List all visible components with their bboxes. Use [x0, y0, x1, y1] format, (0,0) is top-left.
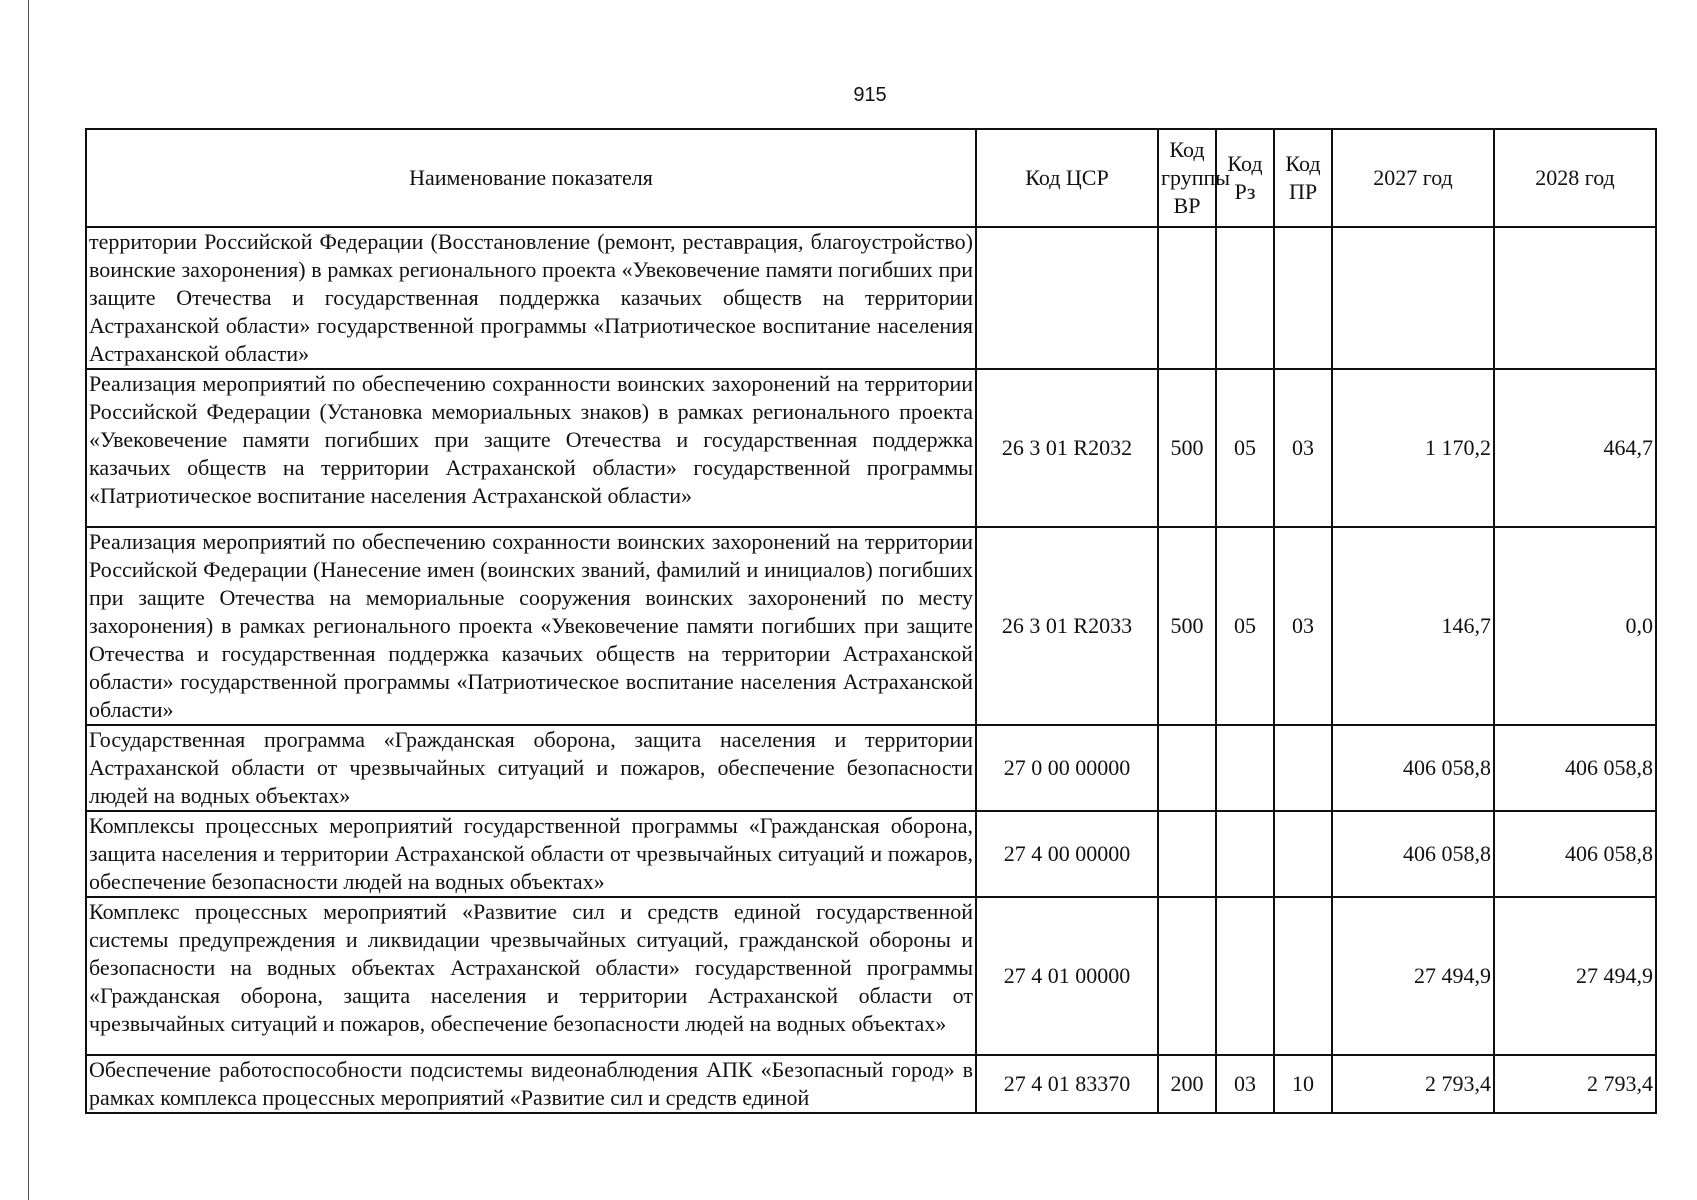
header-vr: Код группы ВР: [1158, 129, 1216, 227]
left-margin-line: [28, 0, 29, 1200]
table-row: [86, 1055, 1656, 1113]
cell-csr: 27 4 00 00000: [976, 811, 1158, 897]
cell-vr: 200: [1158, 1055, 1216, 1113]
table-row: [86, 227, 1656, 369]
header-name: Наименование показателя: [86, 129, 976, 227]
cell-pr: [1274, 811, 1332, 897]
page-number: 915: [853, 84, 887, 106]
cell-2028: 406 058,8: [1494, 811, 1656, 897]
cell-pr: [1274, 725, 1332, 811]
cell-name: территории Российской Федерации (Восстановление (ремонт, реставрация, благоустройство) воинские захоронения) в рамках регионального проекта «Увековечение памяти погибших при защите Отечества и государственная поддержка казачьих обществ на территории Астраханской области» государственной программы «Патриотическое воспитание населения Астраханской области»: [86, 227, 976, 369]
cell-pr: 10: [1274, 1055, 1332, 1113]
header-2027: 2027 год: [1332, 129, 1494, 227]
table-row: [86, 725, 1656, 811]
cell-csr: 26 3 01 R2033: [976, 527, 1158, 725]
cell-csr: 26 3 01 R2032: [976, 369, 1158, 527]
cell-pr: [1274, 227, 1332, 369]
cell-rz: [1216, 811, 1274, 897]
cell-name: Реализация мероприятий по обеспечению сохранности воинских захоронений на территории Российской Федерации (Установка мемориальных знаков) в рамках регионального проекта «Увековечение памяти погибших при защите Отечества и государственная поддержка казачьих обществ на территории Астраханской области» государственной программы «Патриотическое воспитание населения Астраханской области»: [86, 369, 976, 527]
cell-2027: 27 494,9: [1332, 897, 1494, 1055]
table-row: [86, 897, 1656, 1055]
cell-2027: 146,7: [1332, 527, 1494, 725]
cell-2027: [1332, 227, 1494, 369]
cell-vr: 500: [1158, 369, 1216, 527]
table-row: [86, 811, 1656, 897]
cell-vr: [1158, 227, 1216, 369]
cell-rz: [1216, 725, 1274, 811]
cell-name: Комплекс процессных мероприятий «Развитие сил и средств единой государственной системы предупреждения и ликвидации чрезвычайных ситуаций, гражданской обороны и безопасности на водных объектах Астраханской области» государственной программы «Гражданская оборона, защита населения и территории Астраханской области от чрезвычайных ситуаций и пожаров, обеспечение безопасности людей на водных объектах»: [86, 897, 976, 1055]
cell-rz: [1216, 897, 1274, 1055]
cell-vr: [1158, 897, 1216, 1055]
cell-csr: [976, 227, 1158, 369]
cell-2028: 27 494,9: [1494, 897, 1656, 1055]
cell-2028: 406 058,8: [1494, 725, 1656, 811]
table-row: [86, 369, 1656, 527]
cell-csr: 27 4 01 83370: [976, 1055, 1158, 1113]
table-header-row: [86, 129, 1656, 227]
header-pr: Код ПР: [1274, 129, 1332, 227]
cell-pr: 03: [1274, 369, 1332, 527]
cell-rz: 05: [1216, 369, 1274, 527]
cell-2028: 2 793,4: [1494, 1055, 1656, 1113]
cell-pr: 03: [1274, 527, 1332, 725]
cell-name: Государственная программа «Гражданская оборона, защита населения и территории Астраханской области от чрезвычайных ситуаций и пожаров, обеспечение безопасности людей на водных объектах»: [86, 725, 976, 811]
cell-2028: 0,0: [1494, 527, 1656, 725]
cell-pr: [1274, 897, 1332, 1055]
cell-vr: [1158, 725, 1216, 811]
cell-rz: [1216, 227, 1274, 369]
header-rz: Код Рз: [1216, 129, 1274, 227]
cell-2027: 406 058,8: [1332, 811, 1494, 897]
budget-table: [85, 128, 1657, 1114]
header-2028: 2028 год: [1494, 129, 1656, 227]
cell-2027: 1 170,2: [1332, 369, 1494, 527]
cell-2027: 2 793,4: [1332, 1055, 1494, 1113]
header-csr: Код ЦСР: [976, 129, 1158, 227]
cell-name: Обеспечение работоспособности подсистемы видеонаблюдения АПК «Безопасный город» в рамках комплекса процессных мероприятий «Развитие сил и средств единой: [86, 1055, 976, 1113]
cell-2028: 464,7: [1494, 369, 1656, 527]
cell-vr: [1158, 811, 1216, 897]
cell-vr: 500: [1158, 527, 1216, 725]
cell-2027: 406 058,8: [1332, 725, 1494, 811]
cell-csr: 27 4 01 00000: [976, 897, 1158, 1055]
cell-name: Реализация мероприятий по обеспечению сохранности воинских захоронений на территории Российской Федерации (Нанесение имен (воинских званий, фамилий и инициалов) погибших при защите Отечества на мемориальные сооружения воинских захоронений по месту захоронения) в рамках регионального проекта «Увековечение памяти погибших при защите Отечества и государственная поддержка казачьих обществ на территории Астраханской области» государственной программы «Патриотическое воспитание населения Астраханской области»: [86, 527, 976, 725]
cell-rz: 05: [1216, 527, 1274, 725]
cell-csr: 27 0 00 00000: [976, 725, 1158, 811]
cell-name: Комплексы процессных мероприятий государственной программы «Гражданская оборона, защита населения и территории Астраханской области от чрезвычайных ситуаций и пожаров, обеспечение безопасности людей на водных объектах»: [86, 811, 976, 897]
cell-2028: [1494, 227, 1656, 369]
table-row: [86, 527, 1656, 725]
cell-rz: 03: [1216, 1055, 1274, 1113]
